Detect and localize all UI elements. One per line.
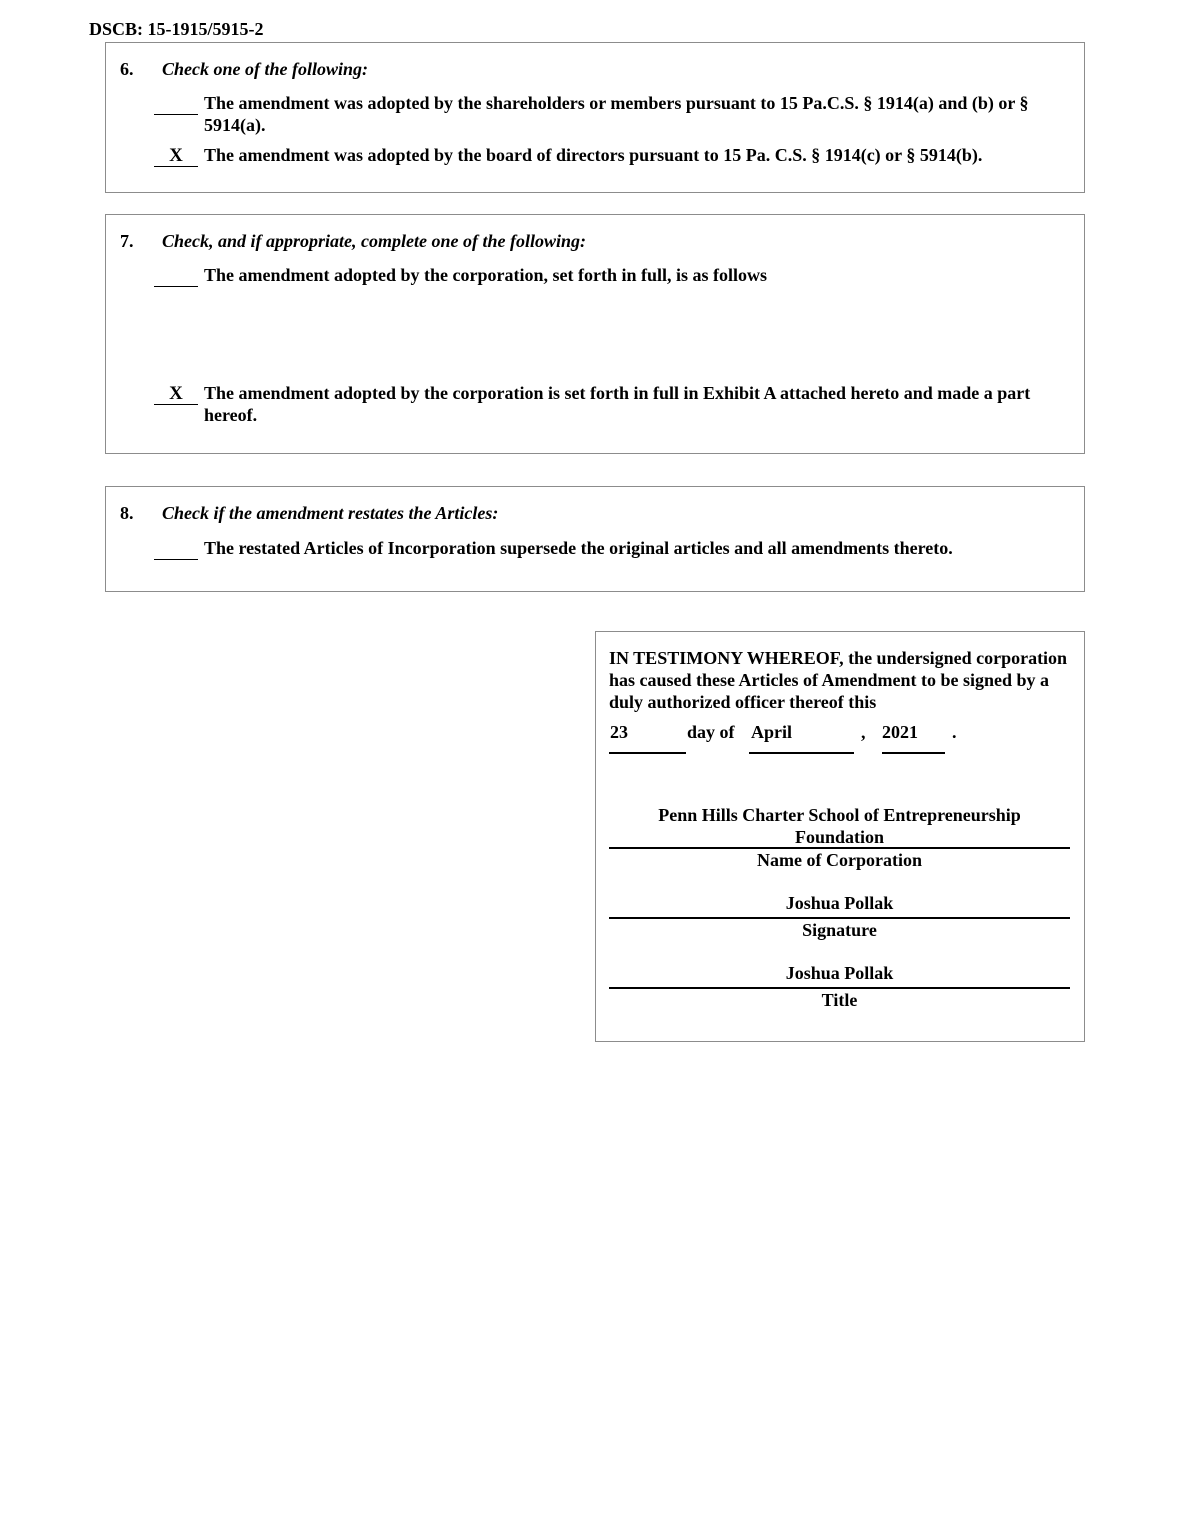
date-day-value: 23 <box>610 722 628 742</box>
signature-label: Signature <box>802 920 877 940</box>
date-comma: , <box>861 722 866 742</box>
section-8-heading: Check if the amendment restates the Articles: <box>162 503 499 523</box>
day-of-label: day of <box>687 722 735 742</box>
option-text: The amendment was adopted by the board of directors pursuant to 15 Pa. C.S. § 1914(c) or § 5914(b). <box>204 145 983 165</box>
section-6-box <box>105 42 1085 193</box>
section-6-number: 6. <box>120 59 134 79</box>
corporation-name-label: Name of Corporation <box>757 850 922 870</box>
checkbox-blank[interactable]: X <box>154 382 198 405</box>
testimony-statement: IN TESTIMONY WHEREOF, the undersigned corporation has caused these Articles of Amendment to be signed by a duly authorized officer thereof this <box>609 648 1068 712</box>
signature-value: Joshua Pollak <box>785 893 894 913</box>
date-month-line <box>749 752 854 754</box>
testimony-signature-box <box>595 631 1085 1042</box>
checkbox-blank[interactable]: X <box>154 144 198 167</box>
form-identifier: DSCB: 15-1915/5915-2 <box>89 19 264 39</box>
option-text: The amendment adopted by the corporation is set forth in full in Exhibit A attached hereto and made a part hereof. <box>204 383 1031 425</box>
checkbox-blank[interactable] <box>154 264 198 287</box>
section-7-number: 7. <box>120 231 134 251</box>
date-year-line <box>882 752 945 754</box>
section-7-box <box>105 214 1085 454</box>
date-day-line <box>609 752 686 754</box>
option-text: The amendment adopted by the corporation, set forth in full, is as follows <box>204 265 768 285</box>
option-text: The amendment was adopted by the shareholders or members pursuant to 15 Pa.C.S. § 1914(a) and (b) or § 5914(a). <box>204 93 1029 135</box>
title-value: Joshua Pollak <box>785 963 894 983</box>
section-6-heading: Check one of the following: <box>162 59 368 79</box>
section-8-box <box>105 486 1085 592</box>
title-label: Title <box>821 990 858 1010</box>
corporation-name-value: Penn Hills Charter School of Entrepreneurship Foundation <box>658 805 1021 847</box>
section-8-number: 8. <box>120 503 134 523</box>
checkbox-blank[interactable] <box>154 92 198 115</box>
checkbox-blank[interactable] <box>154 537 198 560</box>
date-month-value: April <box>751 722 793 742</box>
date-period: . <box>952 722 957 742</box>
date-year-value: 2021 <box>882 722 918 742</box>
section-7-heading: Check, and if appropriate, complete one of the following: <box>162 231 586 251</box>
option-text: The restated Articles of Incorporation supersede the original articles and all amendments thereto. <box>204 538 953 558</box>
